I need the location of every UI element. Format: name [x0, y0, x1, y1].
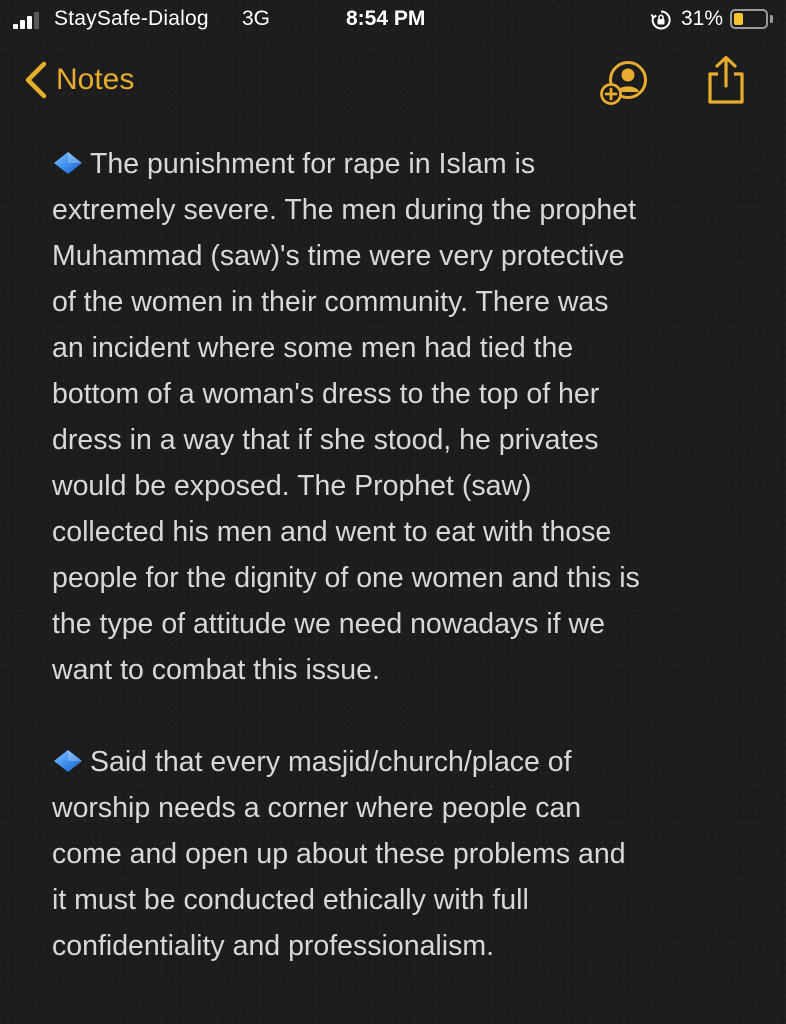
note-line	[52, 325, 762, 371]
status-time: 8:54 PM	[346, 7, 426, 30]
note-line-text: bottom of a woman's dress to the top of her	[52, 378, 600, 410]
note-line-text: want to combat this issue.	[52, 654, 380, 686]
note-line	[52, 141, 762, 187]
battery-percent: 31%	[681, 7, 724, 30]
note-line-text: come and open up about these problems and	[52, 838, 626, 870]
add-person-icon[interactable]	[598, 60, 654, 110]
note-line	[52, 739, 762, 785]
note-line-text: confidentiality and professionalism.	[52, 930, 494, 962]
note-body[interactable]	[52, 141, 762, 1015]
note-line-text: extremely severe. The men during the prophet	[52, 194, 637, 226]
status-bar	[0, 0, 786, 40]
signal-icon	[13, 11, 41, 29]
note-line-text: worship needs a corner where people can	[52, 792, 582, 824]
note-line	[52, 601, 762, 647]
battery-tip	[770, 15, 773, 23]
network-type: 3G	[242, 7, 271, 30]
note-line	[52, 279, 762, 325]
blue-diamond-icon	[52, 151, 84, 175]
navigation-bar	[0, 48, 786, 110]
note-line	[52, 647, 762, 693]
note-line-text: Said that every masjid/church/place of	[90, 746, 572, 778]
carrier-name: StaySafe-Dialog	[54, 7, 209, 30]
note-line-text: The punishment for rape in Islam is	[90, 148, 536, 180]
note-line-text: an incident where some men had tied the	[52, 332, 574, 364]
note-line	[52, 187, 762, 233]
note-line	[52, 923, 762, 969]
battery-icon	[730, 9, 768, 29]
note-line-text: Muhammad (saw)'s time were very protective	[52, 240, 625, 272]
note-line	[52, 371, 762, 417]
note-line-text: of the women in their community. There was	[52, 286, 609, 318]
share-icon[interactable]	[704, 54, 748, 106]
chevron-left-icon	[22, 60, 50, 100]
note-paragraph	[52, 739, 762, 969]
note-line	[52, 233, 762, 279]
note-line	[52, 509, 762, 555]
back-button[interactable]	[22, 58, 134, 102]
note-line-text: it must be conducted ethically with full	[52, 884, 529, 916]
note-line-text: would be exposed. The Prophet (saw)	[52, 470, 532, 502]
note-line	[52, 785, 762, 831]
orientation-lock-icon	[650, 9, 672, 31]
note-line	[52, 417, 762, 463]
note-line	[52, 877, 762, 923]
back-label: Notes	[56, 63, 135, 96]
note-line	[52, 463, 762, 509]
note-line-text: the type of attitude we need nowadays if we	[52, 608, 605, 640]
note-line	[52, 831, 762, 877]
note-paragraph	[52, 141, 762, 693]
blue-diamond-icon	[52, 749, 84, 773]
note-line-text: people for the dignity of one women and this is	[52, 562, 640, 594]
note-line-text: dress in a way that if she stood, he privates	[52, 424, 599, 456]
note-line-text: collected his men and went to eat with those	[52, 516, 612, 548]
note-line	[52, 555, 762, 601]
